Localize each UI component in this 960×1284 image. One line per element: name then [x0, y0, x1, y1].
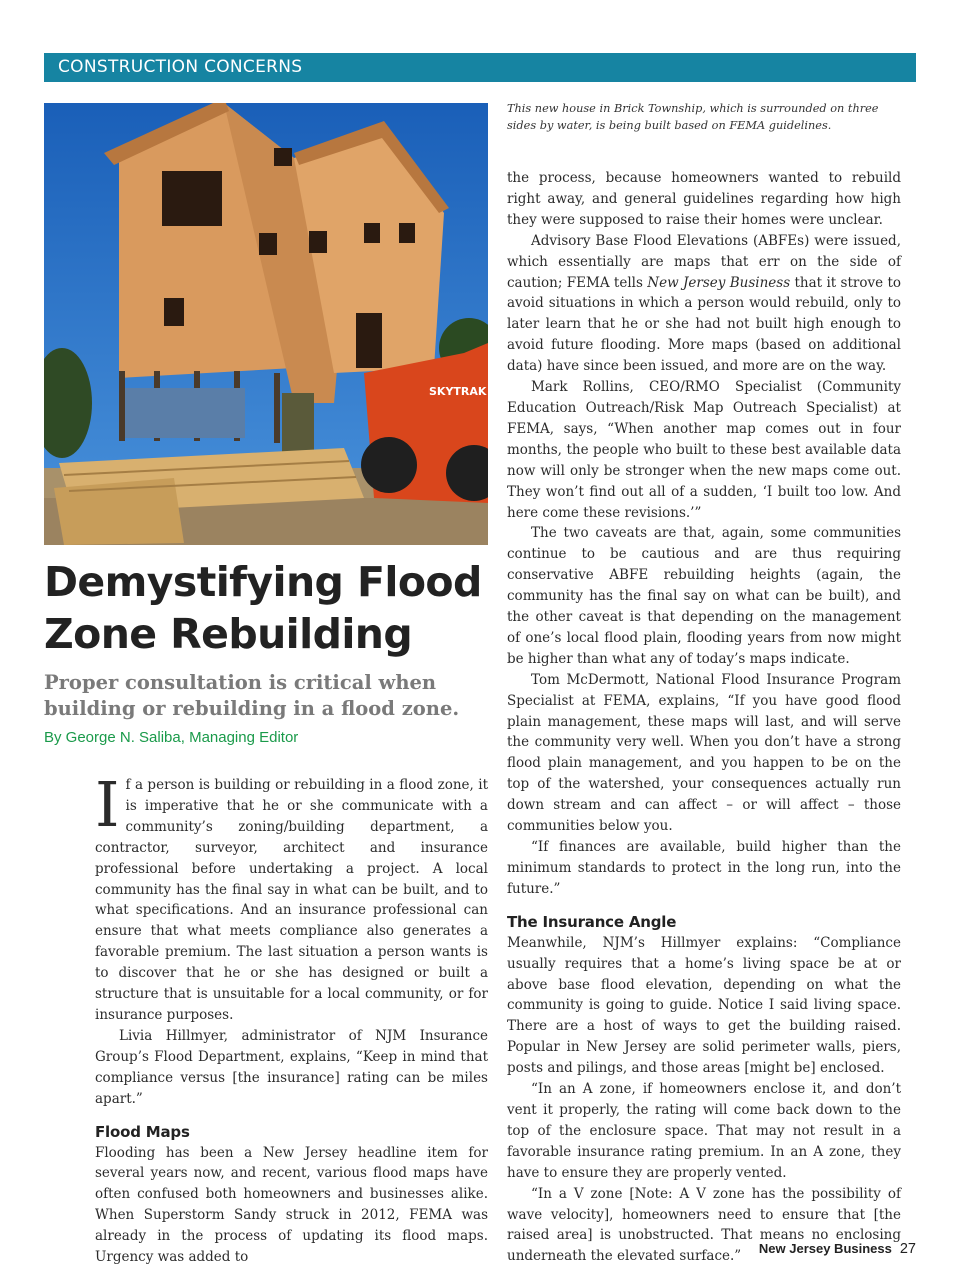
paragraph: “In an A zone, if homeowners enclose it, and don’t vent it properly, the rating will come back down to the top of the enclosure space. That may not result in a favorable insurance rating premium. In an A zone, they have to ensure they are properly vented. — [507, 1081, 901, 1181]
paragraph: “If finances are available, build higher than the minimum standards to protect in the long run, into the future.” — [507, 839, 901, 897]
paragraph: Mark Rollins, CEO/RMO Specialist (Community Education Outreach/Risk Map Outreach Specialist) at FEMA, says, “When another map comes out in four months, the people who built to these best available data now will only be stronger when the new maps come out. They won’t find out all of a sudden, ‘I built too low. And here come these revisions.’” — [507, 379, 901, 521]
photo-caption: This new house in Brick Township, which is surrounded on three sides by water, is being built based on FEMA guidelines. — [507, 102, 879, 132]
section-label: CONSTRUCTION CONCERNS — [58, 57, 303, 77]
house-construction-photo — [44, 103, 488, 545]
intro-paragraph — [95, 768, 488, 1026]
paragraph: “In a V zone [Note: A V zone has the possibility of wave velocity], homeowners need to ensure that [the raised area] is unobstructed. That means no enclosing underneath the elevated surface.” — [507, 1185, 901, 1265]
lift-sign-text: SKYTRAK — [429, 385, 487, 398]
paragraph: Livia Hillmyer, administrator of NJM Insurance Group’s Flood Department, explains, “Keep in mind that compliance versus [the insurance] rating can be miles apart.” — [95, 1027, 488, 1107]
paragraph-text: that it strove to avoid situations in which a person would rebuild, only to later learn that he or she had not built high enough to avoid future flooding. More maps (based on additional data) have since been issued, and more are on the way. — [507, 274, 902, 375]
drop-cap: I — [95, 768, 120, 841]
page-footer — [759, 1239, 916, 1259]
publication-name: New Jersey Business — [758, 1241, 892, 1256]
paragraph: Flooding has been a New Jersey headline item for several years now, and recent, various flood maps have often confused both homeowners and businesses alike. When Superstorm Sandy struck in 2012, FEMA was already in the process of updating its flood maps. Urgency was added to — [95, 1144, 488, 1266]
intro-paragraph-text: f a person is building or rebuilding in a flood zone, it is imperative that he or she communicate with a community’s zoning/building department, a contractor, surveyor, architect and insurance professional before undertaking a project. A local community has the final say in what can be built, and to what specifications. And an insurance professional can ensure that what meets compliance also generates a favorable premium. The last situation a person wants is to discover that he or she has designed or built a structure that is unsuitable for a local community, or for insurance purposes. — [95, 777, 488, 1023]
page-number: 27 — [899, 1241, 916, 1257]
publication-name-italic: New Jersey Business — [647, 274, 791, 291]
article-deck: Proper consultation is critical when building or rebuilding in a flood zone. — [44, 671, 460, 720]
article-column-right — [507, 168, 901, 1267]
paragraph: Meanwhile, NJM’s Hillmyer explains: “Compliance usually requires that a home’s living space be at or above base flood elevation, depending on what the community is going to guide. Notice I said living space. There are a host of ways to get the building raised. Popular in New Jersey are solid perimeter walls, piers, posts and pilings, and those areas [might be] enclosed. — [507, 934, 901, 1077]
paragraph: the process, because homeowners wanted to rebuild right away, and general guidelines regarding how high they were supposed to raise their homes were unclear. — [507, 170, 901, 228]
article-column-left — [95, 768, 488, 1268]
paragraph-text: Advisory Base Flood Elevations (ABFEs) were issued, which essentially are maps that err on the side of caution; FEMA tells — [507, 232, 901, 291]
subheading-flood-maps: Flood Maps — [95, 1122, 190, 1141]
paragraph: The two caveats are that, again, some communities continue to be cautious and are thus requiring conservative ABFE rebuilding heights (again, the community has the final say on what can be built), and the other caveat is that depending on the management of one’s local flood plain, flooding years from now might be higher than what any of today’s maps indicate. — [507, 525, 901, 667]
article-byline: By George N. Saliba, Managing Editor — [44, 729, 299, 746]
paragraph — [507, 231, 901, 377]
article-headline: Demystifying Flood Zone Rebuilding — [44, 558, 482, 658]
subheading-insurance-angle: The Insurance Angle — [507, 912, 677, 931]
paragraph: Tom McDermott, National Flood Insurance Program Specialist at FEMA, explains, “If you have good flood plain management, these maps will last, and will serve the community very well. When you don’t have a strong flood plain management, and you happen to be on the top of the watershed, your consequences actually run down stream and can affect – or will affect – those communities below you. — [507, 671, 901, 835]
section-header-bar — [44, 53, 916, 82]
